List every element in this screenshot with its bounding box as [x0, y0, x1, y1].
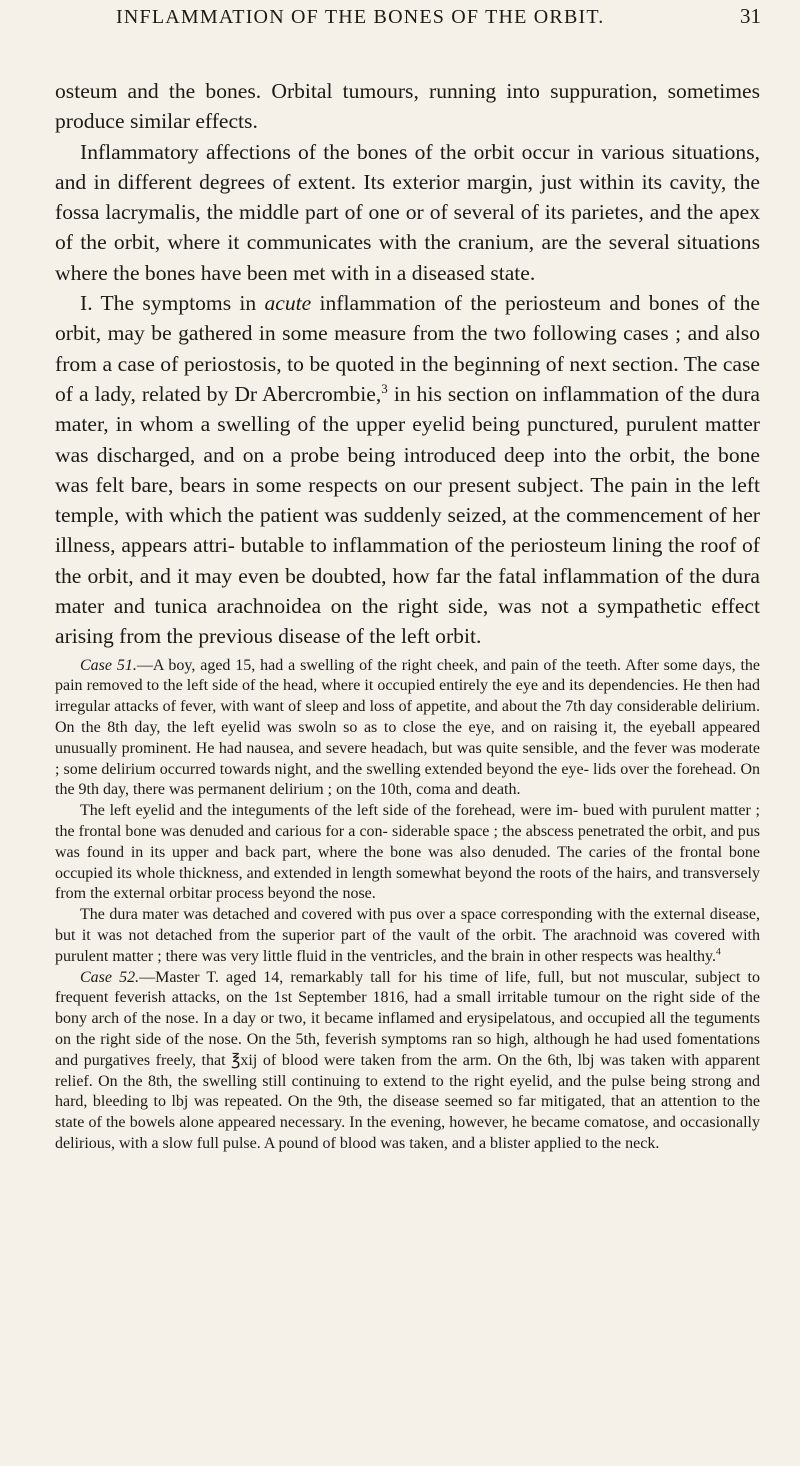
case-51-text: The left eyelid and the integuments of the left side of the forehead, were im- bued with purulent matter ; the frontal bone was denuded and carious for a con- siderable space ; the abscess penetrated the orbit, and pus was found in its upper and back part, where the bone was also denuded. The caries of the frontal bone occupied its whole thickness, and extended in length somewhat beyond the roots of the hairs, and transversely from the external orbitar process beyond the nose. — [55, 802, 760, 903]
paragraph-lead: I. The symptoms in — [80, 291, 265, 316]
case-51-heading: Case 51. — [80, 656, 137, 674]
footnote-marker: 3 — [381, 380, 388, 396]
case-52-text: —Master T. aged 14, remarkably tall for his time of life, full, but not muscular, subject to frequent feverish attacks, on the 1st September 1816, had a small irritable tumour on the right side of the bony arch of the nose. In a day or two, it became inflamed and erysipelatous, and occupied all the teguments on the right side of the nose. On the 5th, feverish symptoms ran so high, although he had used fomentations and purgatives freely, that ℥xij of blood were taken from the arm. On the 6th, lbj was taken with apparent relief. On the 8th, the swelling still continuing to extend to the right eyelid, and the pulse being strong and hard, bleeding to lbj was repeated. On the 9th, the disease seemed so far mitigated, that an attention to the state of the bowels alone appeared necessary. In the evening, however, he became comatose, and occasionally delirious, with a slow full pulse. A pound of blood was taken, and a blister applied to the neck. — [55, 968, 761, 1152]
case-reports — [55, 656, 760, 1155]
page-number: 31 — [740, 4, 761, 28]
footnote-marker: 4 — [715, 946, 721, 958]
running-title: INFLAMMATION OF THE BONES OF THE ORBIT. — [116, 6, 605, 28]
paragraph-middle: inflammation of the periosteum and bones of the orbit, may be gathered in some measure from the two following cases ; and also from a case of periostosis, to be quoted in the beginning of next section. The case of a lady, related by Dr Abercrombie, — [55, 291, 760, 406]
emphasis-acute: acute — [264, 291, 312, 316]
case-52-history — [55, 968, 760, 1155]
paragraph-tail: in his section on inflammation of the dura mater, in whom a swelling of the upper eyelid being punctured, purulent matter was discharged, and on a probe being introduced deep into the orbit, the bone was felt bare, bears in some respects on our present subject. The pain in the left temple, with which the patient was suddenly seized, at the commencement of her illness, appears attri- butable to inflammation of the periosteum lining the roof of the orbit, and it may even be doubted, how far the fatal inflammation of the dura mater and tunica arachnoidea on the right side, was not a sympathetic effect arising from the previous disease of the left orbit. — [55, 381, 760, 649]
paragraph-acute-inflammation — [55, 288, 760, 652]
paragraph-continuation — [55, 76, 760, 137]
case-51-history — [55, 656, 760, 802]
paragraph-text: osteum and the bones. Orbital tumours, running into suppuration, sometimes produce similar effects. — [55, 79, 760, 134]
body-text — [55, 76, 760, 1155]
paragraph-situations — [55, 137, 760, 288]
case-52-heading: Case 52. — [80, 968, 140, 986]
case-51-text: The dura mater was detached and covered with pus over a space corresponding with the external disease, but it was not detached from the superior part of the vault of the orbit. The arachnoid was covered with purulent matter ; there was very little fluid in the ventricles, and the brain in other respects was healthy. — [55, 906, 760, 965]
case-51-text: —A boy, aged 15, had a swelling of the right cheek, and pain of the teeth. After some days, the pain removed to the left side of the head, where it occupied entirely the eye and its dependencies. He then had irregular attacks of fever, with want of sleep and loss of appetite, and about the 7th day considerable delirium. On the 8th day, the left eyelid was swoln so as to close the eye, and on raising it, the eyeball appeared unusually prominent. He had nausea, and severe headach, but was quite sensible, and the fever was moderate ; some delirium occurred towards night, and the swelling extended beyond the eye- lids over the forehead. On the 9th day, there was permanent delirium ; on the 10th, coma and death. — [55, 656, 761, 799]
paragraph-text: Inflammatory affections of the bones of the orbit occur in various situations, and in different degrees of extent. Its exterior margin, just within its cavity, the fossa lacrymalis, the middle part of one or of several of its parietes, and the apex of the orbit, where it communicates with the cranium, are the several situations where the bones have been met with in a diseased state. — [55, 139, 760, 285]
case-51-findings — [55, 801, 760, 905]
case-51-dura-mater — [55, 905, 760, 967]
